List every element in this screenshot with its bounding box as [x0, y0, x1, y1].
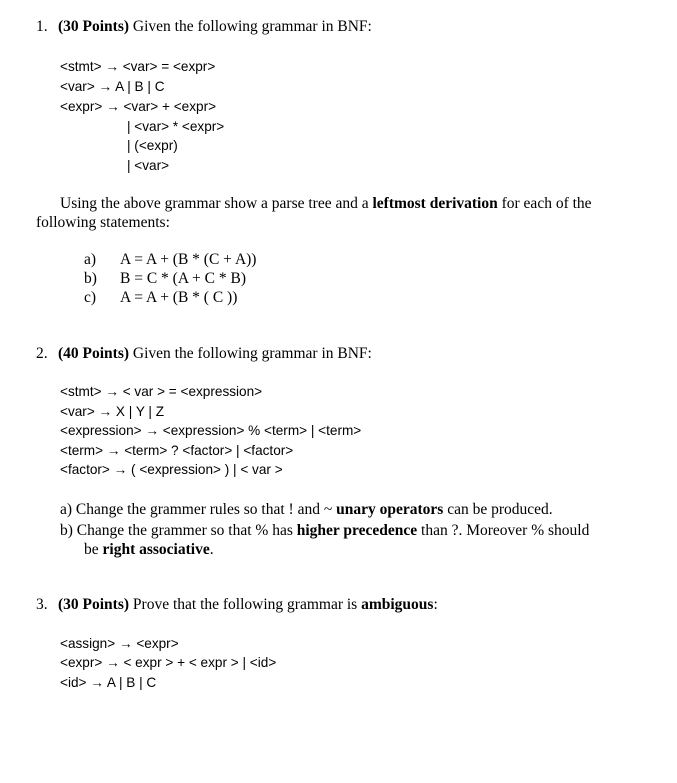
q3-intro-end: : — [433, 596, 438, 613]
q2-part-a-text: a) Change the grammer rules so that ! and ~ — [60, 501, 337, 518]
q1-statement-label: b) — [84, 270, 97, 287]
q2-intro: Given the following grammar in BNF: — [129, 345, 372, 362]
q2-part-a-bold: unary operators — [336, 501, 444, 518]
q1-statement-text: A = A + (B * ( C )) — [120, 289, 238, 306]
q3-intro: Prove that the following grammar is — [129, 596, 362, 613]
q2-part-a — [60, 500, 553, 519]
q1-statement-label: c) — [84, 289, 97, 306]
q1-grammar-line: | <var> * <expr> — [127, 119, 225, 134]
q1-number: 1. — [36, 18, 48, 35]
q1-statement — [84, 250, 256, 269]
q2-grammar-line: <factor> → ( <expression> ) | < var > — [60, 462, 283, 477]
q1-statement-text: B = C * (A + C * B) — [120, 270, 246, 287]
q1-statement — [84, 288, 237, 307]
q1-instruction-text-end: for each of the — [497, 195, 592, 212]
q2-heading — [36, 344, 372, 363]
q1-instruction-line2: following statements: — [36, 214, 170, 231]
q2-points: (40 Points) — [58, 345, 130, 362]
q2-part-b2-bold: right associative — [102, 541, 210, 558]
q2-number: 2. — [36, 345, 48, 362]
q1-grammar-line: | <var> — [127, 158, 170, 173]
q2-part-b2-text-end: . — [209, 541, 214, 558]
q1-statement-label: a) — [84, 251, 97, 268]
q1-grammar-line: <stmt> → <var> = <expr> — [60, 59, 216, 74]
q1-grammar-line: <var> → A | B | C — [60, 79, 165, 94]
q2-part-b2-text: be — [84, 541, 103, 558]
q1-grammar-line: <expr> → <var> + <expr> — [60, 99, 217, 114]
q3-heading — [36, 595, 438, 614]
q2-grammar-line: <stmt> → < var > = <expression> — [60, 384, 263, 399]
q2-part-a-text-end: can be produced. — [443, 501, 553, 518]
q2-grammar-line: <term> → <term> ? <factor> | <factor> — [60, 443, 294, 458]
q3-grammar-line: <assign> → <expr> — [60, 636, 179, 651]
q1-heading — [36, 17, 372, 36]
q3-grammar-line: <id> → A | B | C — [60, 675, 157, 690]
q1-points: (30 Points) — [58, 18, 130, 35]
q3-grammar-line: <expr> → < expr > + < expr > | <id> — [60, 655, 277, 670]
q2-part-b — [60, 521, 589, 540]
q2-part-b-text-end: than ?. Moreover % should — [417, 522, 590, 539]
q2-grammar-line: <expression> → <expression> % <term> | <term> — [60, 423, 362, 438]
q2-part-b-text: b) Change the grammer so that % has — [60, 522, 297, 539]
q3-number: 3. — [36, 596, 48, 613]
q1-instruction-bold: leftmost derivation — [372, 195, 498, 212]
q2-part-b-bold: higher precedence — [296, 522, 418, 539]
q1-grammar-line: | (<expr) — [127, 138, 178, 153]
q1-intro: Given the following grammar in BNF: — [129, 18, 372, 35]
q2-grammar-line: <var> → X | Y | Z — [60, 404, 165, 419]
q3-intro-bold: ambiguous — [361, 596, 434, 613]
q1-statement — [84, 269, 246, 288]
q1-statement-text: A = A + (B * (C + A)) — [120, 251, 257, 268]
q1-instruction-text: Using the above grammar show a parse tree and a — [60, 195, 373, 212]
q2-part-b-line2 — [84, 540, 214, 559]
q1-instruction — [60, 194, 592, 213]
q3-points: (30 Points) — [58, 596, 130, 613]
